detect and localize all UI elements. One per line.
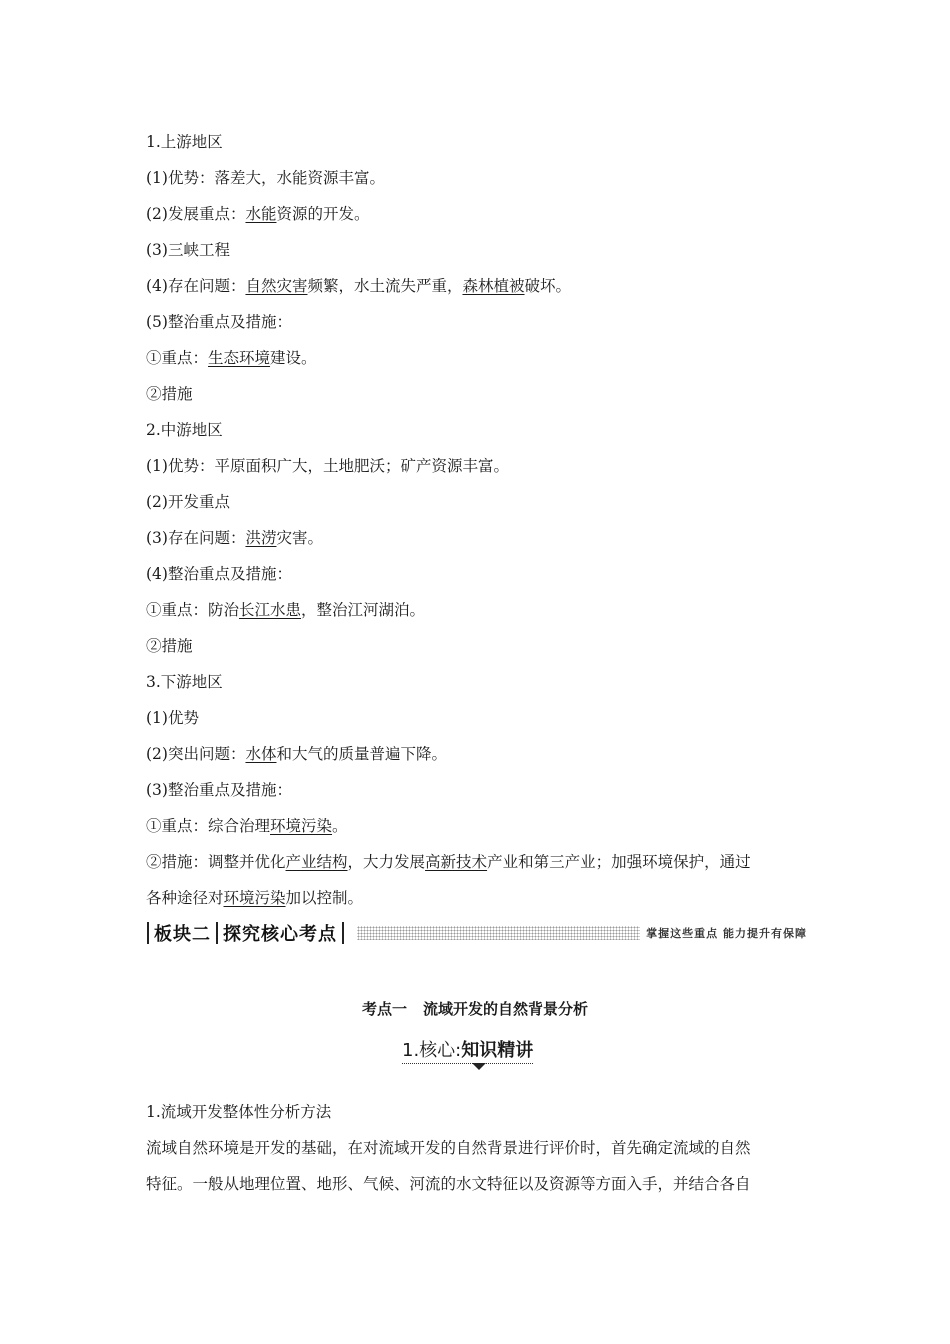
text-segment: 2.中游地区 — [146, 421, 223, 439]
banner-dotted-fill — [357, 926, 813, 940]
text-segment: (1)优势：落差大，水能资源丰富。 — [146, 169, 385, 187]
text-segment: (3)整治重点及措施： — [146, 781, 292, 799]
core-heading-emph: 知识精讲 — [461, 1040, 534, 1061]
text-line — [146, 736, 810, 772]
text-segment: (2)发展重点： — [146, 205, 246, 223]
text-line — [146, 1130, 810, 1166]
text-segment: ，大力发展 — [347, 853, 426, 871]
text-segment: 破坏。 — [524, 277, 572, 295]
text-segment: 。 — [332, 817, 348, 835]
underlined-term: 洪涝 — [245, 529, 277, 547]
text-segment: (5)整治重点及措施： — [146, 313, 292, 331]
banner-divider — [216, 922, 218, 944]
text-segment: 资源的开发。 — [276, 205, 370, 223]
text-segment: 各种途径对 — [146, 889, 224, 907]
text-line — [146, 628, 810, 664]
underlined-term: 生态环境 — [208, 349, 271, 367]
section2-text — [146, 1094, 810, 1202]
underlined-term: 高新技术 — [425, 853, 488, 871]
text-segment: ，整治江河湖泊。 — [301, 601, 426, 619]
text-segment: (3)三峡工程 — [146, 241, 230, 259]
text-line — [146, 808, 810, 844]
text-line — [146, 448, 810, 484]
text-line — [146, 160, 810, 196]
text-line — [146, 520, 810, 556]
text-segment: 特征。一般从地理位置、地形、气候、河流的水文特征以及资源等方面入手，并结合各自 — [146, 1175, 751, 1193]
core-heading-text — [402, 1036, 533, 1064]
text-segment: ①重点： — [146, 349, 209, 367]
text-segment: 1.流域开发整体性分析方法 — [146, 1103, 332, 1121]
text-segment: (4)整治重点及措施： — [146, 565, 292, 583]
text-segment: (4)存在问题： — [146, 277, 246, 295]
text-line — [146, 196, 810, 232]
banner-divider — [147, 922, 149, 944]
underlined-term: 森林植被 — [462, 277, 525, 295]
text-line — [146, 844, 810, 880]
triangle-down-icon — [472, 1063, 486, 1070]
text-line — [146, 592, 810, 628]
section-banner — [144, 920, 813, 946]
underlined-term: 水体 — [245, 745, 277, 763]
banner-divider — [342, 922, 344, 944]
banner-slogan: 掌握这些重点 能力提升有保障 — [640, 925, 813, 941]
text-segment: (1)优势：平原面积广大，土地肥沃；矿产资源丰富。 — [146, 457, 509, 475]
text-line — [146, 556, 810, 592]
underlined-term: 水能 — [245, 205, 277, 223]
text-segment: 产业和第三产业；加强环境保护，通过 — [487, 853, 751, 871]
text-segment: (1)优势 — [146, 709, 199, 727]
text-line — [146, 412, 810, 448]
text-line — [146, 376, 810, 412]
text-segment: (2)突出问题： — [146, 745, 246, 763]
text-segment: 3.下游地区 — [146, 673, 223, 691]
banner-block-title: 探究核心考点 — [223, 924, 337, 945]
banner-block-label: 板块二 — [154, 924, 211, 945]
underlined-term: 自然灾害 — [245, 277, 308, 295]
text-line — [146, 124, 810, 160]
text-segment: (2)开发重点 — [146, 493, 230, 511]
text-segment: 频繁，水土流失严重， — [307, 277, 463, 295]
kaodian-title: 流域开发的自然背景分析 — [423, 1000, 589, 1018]
kaodian-heading — [0, 998, 950, 1019]
text-segment: 灾害。 — [276, 529, 323, 547]
text-line — [146, 232, 810, 268]
text-line — [146, 268, 810, 304]
underlined-term: 环境污染 — [223, 889, 286, 907]
section1-text — [146, 124, 810, 916]
text-segment: 和大气的质量普遍下降。 — [276, 745, 447, 763]
text-line — [146, 304, 810, 340]
text-segment: 加以控制。 — [285, 889, 364, 907]
text-segment: ②措施：调整并优化 — [146, 853, 286, 871]
core-knowledge-heading — [402, 1036, 552, 1064]
text-segment: (3)存在问题： — [146, 529, 246, 547]
text-line — [146, 880, 810, 916]
text-line — [146, 1166, 810, 1202]
kaodian-number: 考点一 — [361, 1000, 407, 1018]
text-segment: ②措施 — [146, 385, 193, 403]
text-segment: 1.上游地区 — [146, 133, 223, 151]
underlined-term: 产业结构 — [285, 853, 348, 871]
text-line — [146, 664, 810, 700]
text-line — [146, 484, 810, 520]
underlined-term: 环境污染 — [270, 817, 333, 835]
text-line — [146, 700, 810, 736]
text-segment: ①重点：综合治理 — [146, 817, 271, 835]
text-segment: ①重点：防治 — [146, 601, 240, 619]
text-line — [146, 772, 810, 808]
text-line — [146, 1094, 810, 1130]
text-segment: 建设。 — [270, 349, 317, 367]
underlined-term: 长江水患 — [239, 601, 302, 619]
core-heading-lead: 1.核心: — [402, 1040, 462, 1061]
text-line — [146, 340, 810, 376]
text-segment: 流域自然环境是开发的基础，在对流域开发的自然背景进行评价时，首先确定流域的自然 — [146, 1139, 751, 1157]
text-segment: ②措施 — [146, 637, 193, 655]
